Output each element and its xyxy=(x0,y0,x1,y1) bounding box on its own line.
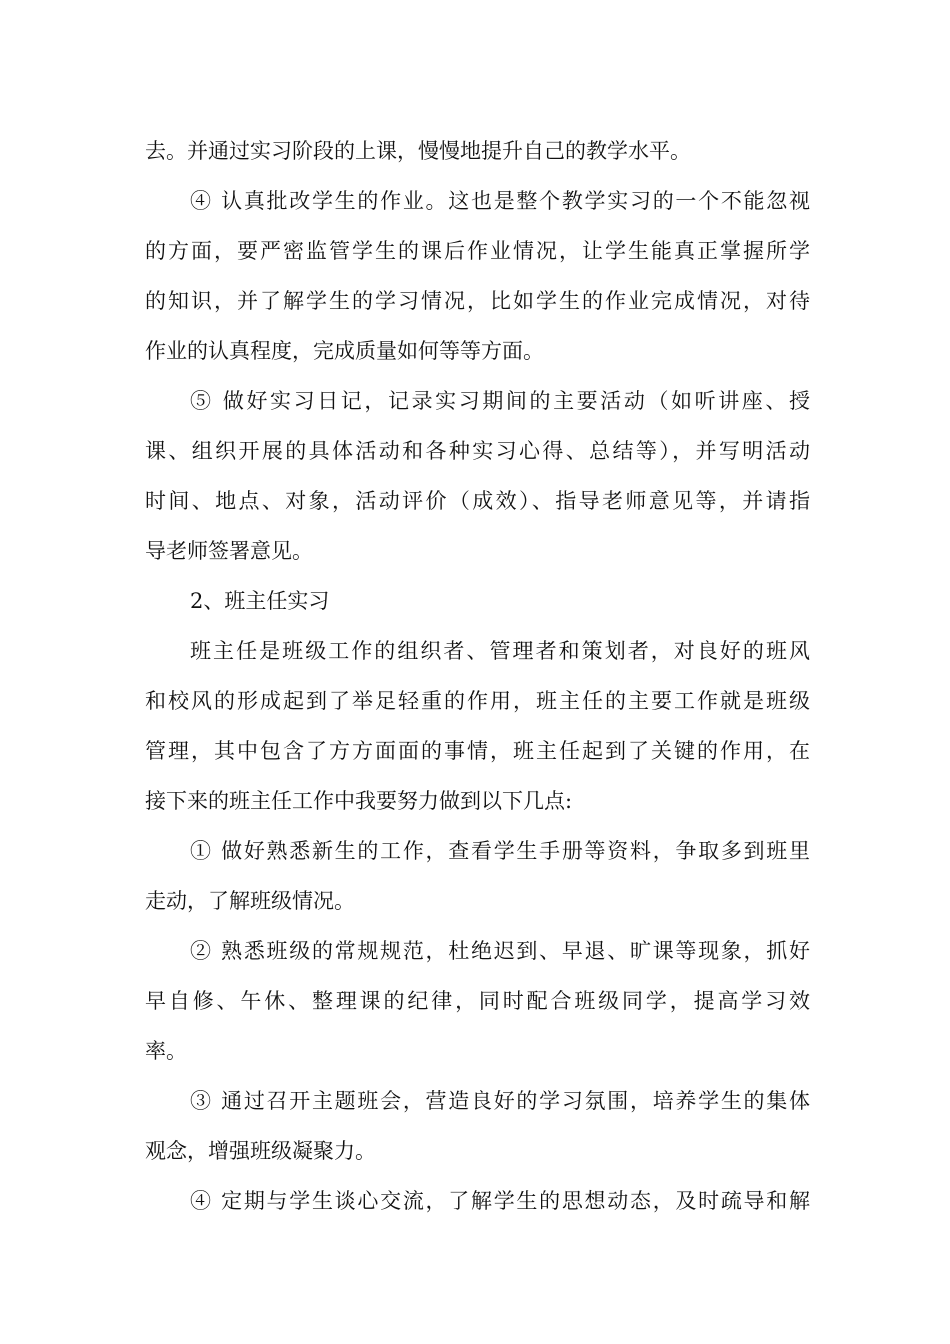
text-line: ③ 通过召开主题班会，营造良好的学习氛围，培养学生的集体 xyxy=(190,1089,810,1113)
text-line: ④ 认真批改学生的作业。这也是整个教学实习的一个不能忽视 xyxy=(190,189,810,213)
text-line: ② 熟悉班级的常规规范，杜绝迟到、早退、旷课等现象，抓好 xyxy=(190,939,810,963)
text-line: ① 做好熟悉新生的工作，查看学生手册等资料，争取多到班里 xyxy=(190,839,810,863)
text-line: 的知识，并了解学生的学习情况，比如学生的作业完成情况，对待 xyxy=(145,289,810,313)
text-line: ④ 定期与学生谈心交流，了解学生的思想动态，及时疏导和解 xyxy=(190,1189,810,1213)
text-line: ⑤ 做好实习日记，记录实习期间的主要活动（如听讲座、授 xyxy=(190,389,810,413)
text-line: 作业的认真程度，完成质量如何等等方面。 xyxy=(145,339,544,363)
text-line: 管理，其中包含了方方面面的事情，班主任起到了关键的作用，在 xyxy=(145,739,810,763)
text-line: 的方面，要严密监管学生的课后作业情况，让学生能真正掌握所学 xyxy=(145,239,810,263)
text-line: 接下来的班主任工作中我要努力做到以下几点: xyxy=(145,789,573,813)
text-line: 早自修、午休、整理课的纪律，同时配合班级同学，提高学习效 xyxy=(145,989,810,1013)
section-heading: 2、班主任实习 xyxy=(190,589,330,613)
text-line: 率。 xyxy=(145,1039,187,1063)
text-line: 去。并通过实习阶段的上课，慢慢地提升自己的教学水平。 xyxy=(145,139,691,163)
text-line: 观念，增强班级凝聚力。 xyxy=(145,1139,376,1163)
text-line: 和校风的形成起到了举足轻重的作用，班主任的主要工作就是班级 xyxy=(145,689,810,713)
text-line: 走动，了解班级情况。 xyxy=(145,889,355,913)
text-line: 课、组织开展的具体活动和各种实习心得、总结等），并写明活动 xyxy=(145,439,810,463)
text-line: 导老师签署意见。 xyxy=(145,539,313,563)
text-line: 班主任是班级工作的组织者、管理者和策划者，对良好的班风 xyxy=(190,639,810,663)
text-line: 时间、地点、对象，活动评价（成效）、指导老师意见等，并请指 xyxy=(145,489,810,513)
